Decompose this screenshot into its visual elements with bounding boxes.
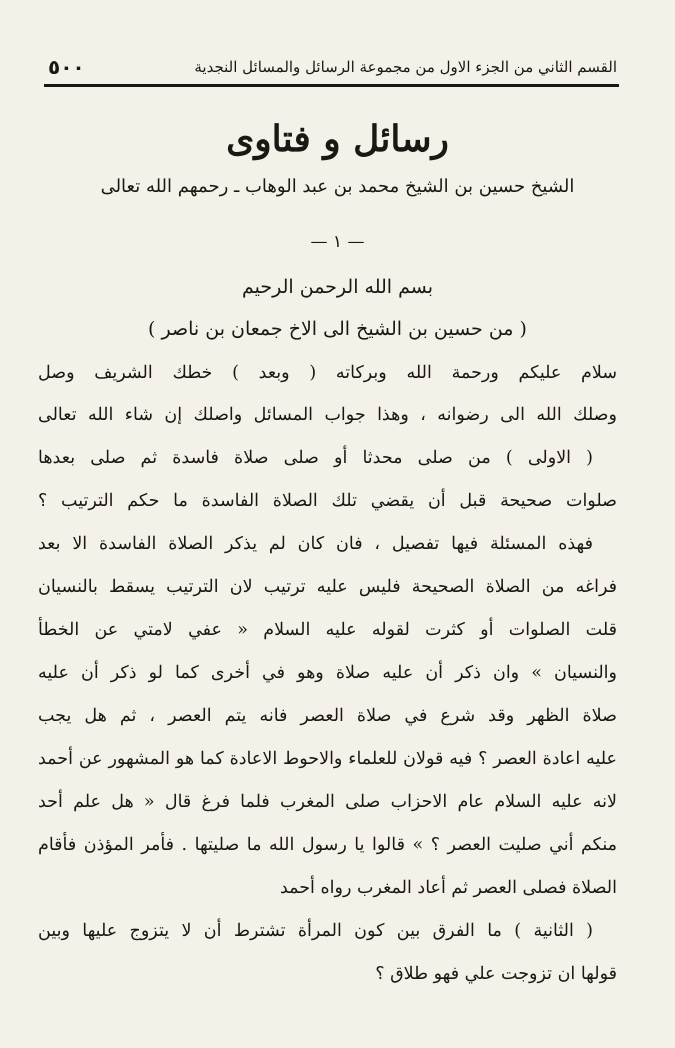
text-line: لانه عليه السلام عام الاحزاب صلى المغرب فلما فرغ قال « هل علم أحد <box>38 792 617 812</box>
text-line: سلام عليكم ورحمة الله وبركاته ( وبعد ) خطك الشريف وصل <box>38 363 617 383</box>
text-line: صلوات صحيحة قبل أن يقضي تلك الصلاة الفاسدة ما حكم الترتيب ؟ <box>38 491 617 511</box>
letter-number: — ١ — <box>310 232 365 252</box>
page-number: ٥٠٠ <box>48 55 85 79</box>
text-line: ( الاولى ) من صلى محدثا أو صلى صلاة فاسدة ثم صلى بعدها <box>38 448 593 468</box>
basmala: بسم الله الرحمن الرحيم <box>242 276 433 298</box>
text-line: الصلاة فصلى العصر ثم أعاد المغرب رواه أحمد <box>279 878 617 898</box>
text-line: صلاة الظهر وقد شرع في صلاة العصر فانه يتم العصر ، ثم هل يجب <box>38 706 617 726</box>
text-line: والنسيان » وان ذكر أن عليه صلاة وهو في أخرى كما لو ذكر أن عليه <box>38 663 617 683</box>
text-line: عليه اعادة العصر ؟ فيه قولان للعلماء والاحوط الاعادة كما هو المشهور عن أحمد <box>38 749 617 769</box>
text-line: قولها ان تزوجت علي فهو طلاق ؟ <box>375 964 617 984</box>
page-header <box>48 50 617 84</box>
text-line: فراغه من الصلاة الصحيحة فليس عليه ترتيب لان الترتيب يسقط بالنسيان <box>38 577 617 597</box>
section-title: رسائل و فتاوى <box>226 118 449 160</box>
text-line: فهذه المسئلة فيها تفصيل ، فان كان لم يذكر الصلاة الفاسدة الا بعد <box>38 534 593 554</box>
text-line: منكم أني صليت العصر ؟ » قالوا يا رسول الله ما صليتها . فأمر المؤذن فأقام <box>38 835 617 855</box>
text-line: قلت الصلوات أو كثرت لقوله عليه السلام « عفي لامتي عن الخطأ <box>38 620 617 640</box>
text-line: ( الثانية ) ما الفرق بين كون المرأة تشترط أن لا يتزوج عليها وبين <box>38 921 593 941</box>
header-rule <box>44 84 619 87</box>
section-subtitle: الشيخ حسين بن الشيخ محمد بن عبد الوهاب ـ رحمهم الله تعالى <box>100 176 575 197</box>
letter-address: ( من حسين بن الشيخ الى الاخ جمعان بن ناصر ) <box>148 318 527 340</box>
text-line: وصلك الله الى رضوانه ، وهذا جواب المسائل واصلك إن شاء الله تعالى <box>38 405 617 425</box>
running-title: القسم الثاني من الجزء الاول من مجموعة الرسائل والمسائل النجدية <box>194 58 617 76</box>
